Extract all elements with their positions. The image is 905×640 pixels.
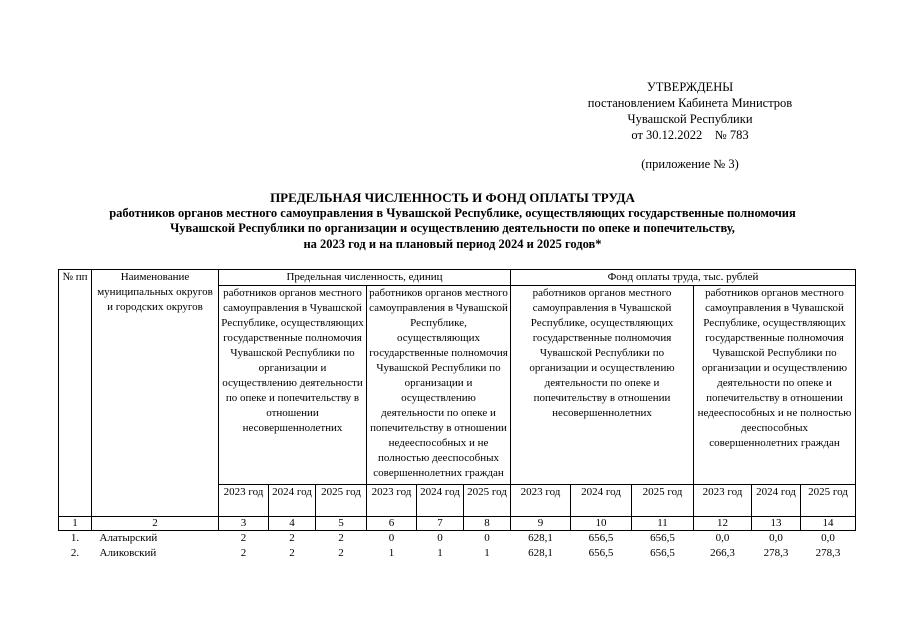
row-value: 656,5 (650, 547, 675, 559)
header-sub-adults-headcount: работников органов местного самоуправления в Чувашской Республике, осуществляющих государственные полномочия Чувашской Республики по организации и осуществлению деятельности по опеке и попечительству в отношении недееспособных и не полностью дееспособных совершеннолетних граждан (367, 286, 511, 485)
year-cell: 2025 год (632, 485, 694, 517)
row-number: 2. (70, 547, 80, 559)
row-value: 278,3 (763, 547, 789, 559)
column-number: 1 (59, 517, 92, 531)
title-line-1: ПРЕДЕЛЬНАЯ ЧИСЛЕННОСТЬ И ФОНД ОПЛАТЫ ТРУДА (270, 190, 635, 205)
year-cell: 2023 год (367, 485, 417, 517)
row-name: Алатырский (99, 532, 158, 544)
row-value: 1 (388, 547, 395, 559)
document-title (40, 190, 865, 252)
row-value: 0 (437, 532, 443, 544)
row-value: 1 (484, 547, 490, 559)
row-value: 0,0 (715, 532, 730, 544)
column-number: 4 (269, 517, 316, 531)
approval-heading: УТВЕРЖДЕНЫ (646, 80, 734, 94)
year-cell: 2024 год (269, 485, 316, 517)
row-value: 2 (240, 532, 247, 544)
row-value: 656,5 (588, 532, 614, 544)
header-name: Наименование муниципальных округов и городских округов (92, 270, 219, 517)
column-number: 7 (417, 517, 464, 531)
table-row (59, 546, 856, 561)
approval-block (570, 79, 810, 172)
row-value: 2 (338, 547, 344, 559)
column-number: 3 (219, 517, 269, 531)
column-number: 14 (801, 517, 856, 531)
row-value: 0,0 (769, 532, 783, 544)
approval-line-decree: постановлением Кабинета Министров (587, 96, 793, 110)
year-cell: 2025 год (464, 485, 511, 517)
header-row-groups (59, 270, 856, 286)
header-sub-minors-fund: работников органов местного самоуправления в Чувашской Республике, осуществляющих государственные полномочия Чувашской Республики по организации и осуществлению деятельности по опеке и попечительству в отношении несовершеннолетних (511, 286, 694, 485)
row-name: Аликовский (99, 547, 157, 559)
row-value: 2 (240, 547, 247, 559)
row-value: 0,0 (821, 532, 835, 544)
header-no: № пп (59, 270, 92, 517)
header-headcount: Предельная численность, единиц (219, 270, 511, 286)
row-value: 628,1 (528, 547, 553, 559)
row-value: 656,5 (650, 532, 675, 544)
row-value: 0 (388, 532, 395, 544)
row-value: 1 (437, 547, 443, 559)
row-value: 628,1 (528, 532, 553, 544)
column-number-row (59, 517, 856, 531)
title-line-4: на 2023 год и на плановый период 2024 и 2025 годов* (303, 236, 602, 251)
row-value: 278,3 (815, 547, 841, 559)
year-cell: 2025 год (801, 485, 856, 517)
row-value: 2 (289, 532, 295, 544)
title-line-2: работников органов местного самоуправления в Чувашской Республике, осуществляющих государственные полномочия (109, 205, 796, 220)
header-sub-minors-headcount: работников органов местного самоуправления в Чувашской Республике, осуществляющих государственные полномочия Чувашской Республики по организации и осуществлению деятельности по опеке и попечительству в отношении несовершеннолетних (219, 286, 367, 485)
year-cell: 2024 год (752, 485, 801, 517)
row-value: 0 (484, 532, 490, 544)
column-number: 2 (92, 517, 219, 531)
column-number: 9 (511, 517, 571, 531)
approval-line-date: от 30.12.2022 № 783 (631, 128, 749, 142)
title-line-3: Чувашской Республики по организации и осуществлению деятельности по опеке и попечительству, (170, 221, 735, 235)
column-number: 13 (752, 517, 801, 531)
column-number: 11 (632, 517, 694, 531)
column-number: 5 (316, 517, 367, 531)
row-value: 2 (338, 532, 344, 544)
row-number: 1. (70, 532, 80, 544)
data-table (58, 269, 856, 561)
year-cell: 2024 год (417, 485, 464, 517)
year-cell: 2024 год (571, 485, 632, 517)
column-number: 8 (464, 517, 511, 531)
year-cell: 2023 год (694, 485, 752, 517)
table-row (59, 531, 856, 547)
header-sub-adults-fund: работников органов местного самоуправления в Чувашской Республике, осуществляющих государственные полномочия Чувашской Республики по организации и осуществлению деятельности по опеке и попечительству в отношении недееспособных и не полностью дееспособных совершеннолетних граждан (694, 286, 856, 485)
row-value: 2 (289, 547, 295, 559)
appendix-label: (приложение № 3) (641, 157, 739, 171)
year-cell: 2023 год (511, 485, 571, 517)
row-value: 266,3 (710, 547, 735, 559)
year-cell: 2025 год (316, 485, 367, 517)
header-fund: Фонд оплаты труда, тыс. рублей (511, 270, 856, 286)
column-number: 10 (571, 517, 632, 531)
year-cell: 2023 год (219, 485, 269, 517)
approval-line-republic: Чувашской Республики (627, 112, 753, 126)
column-number: 12 (694, 517, 752, 531)
row-value: 656,5 (588, 547, 614, 559)
column-number: 6 (367, 517, 417, 531)
